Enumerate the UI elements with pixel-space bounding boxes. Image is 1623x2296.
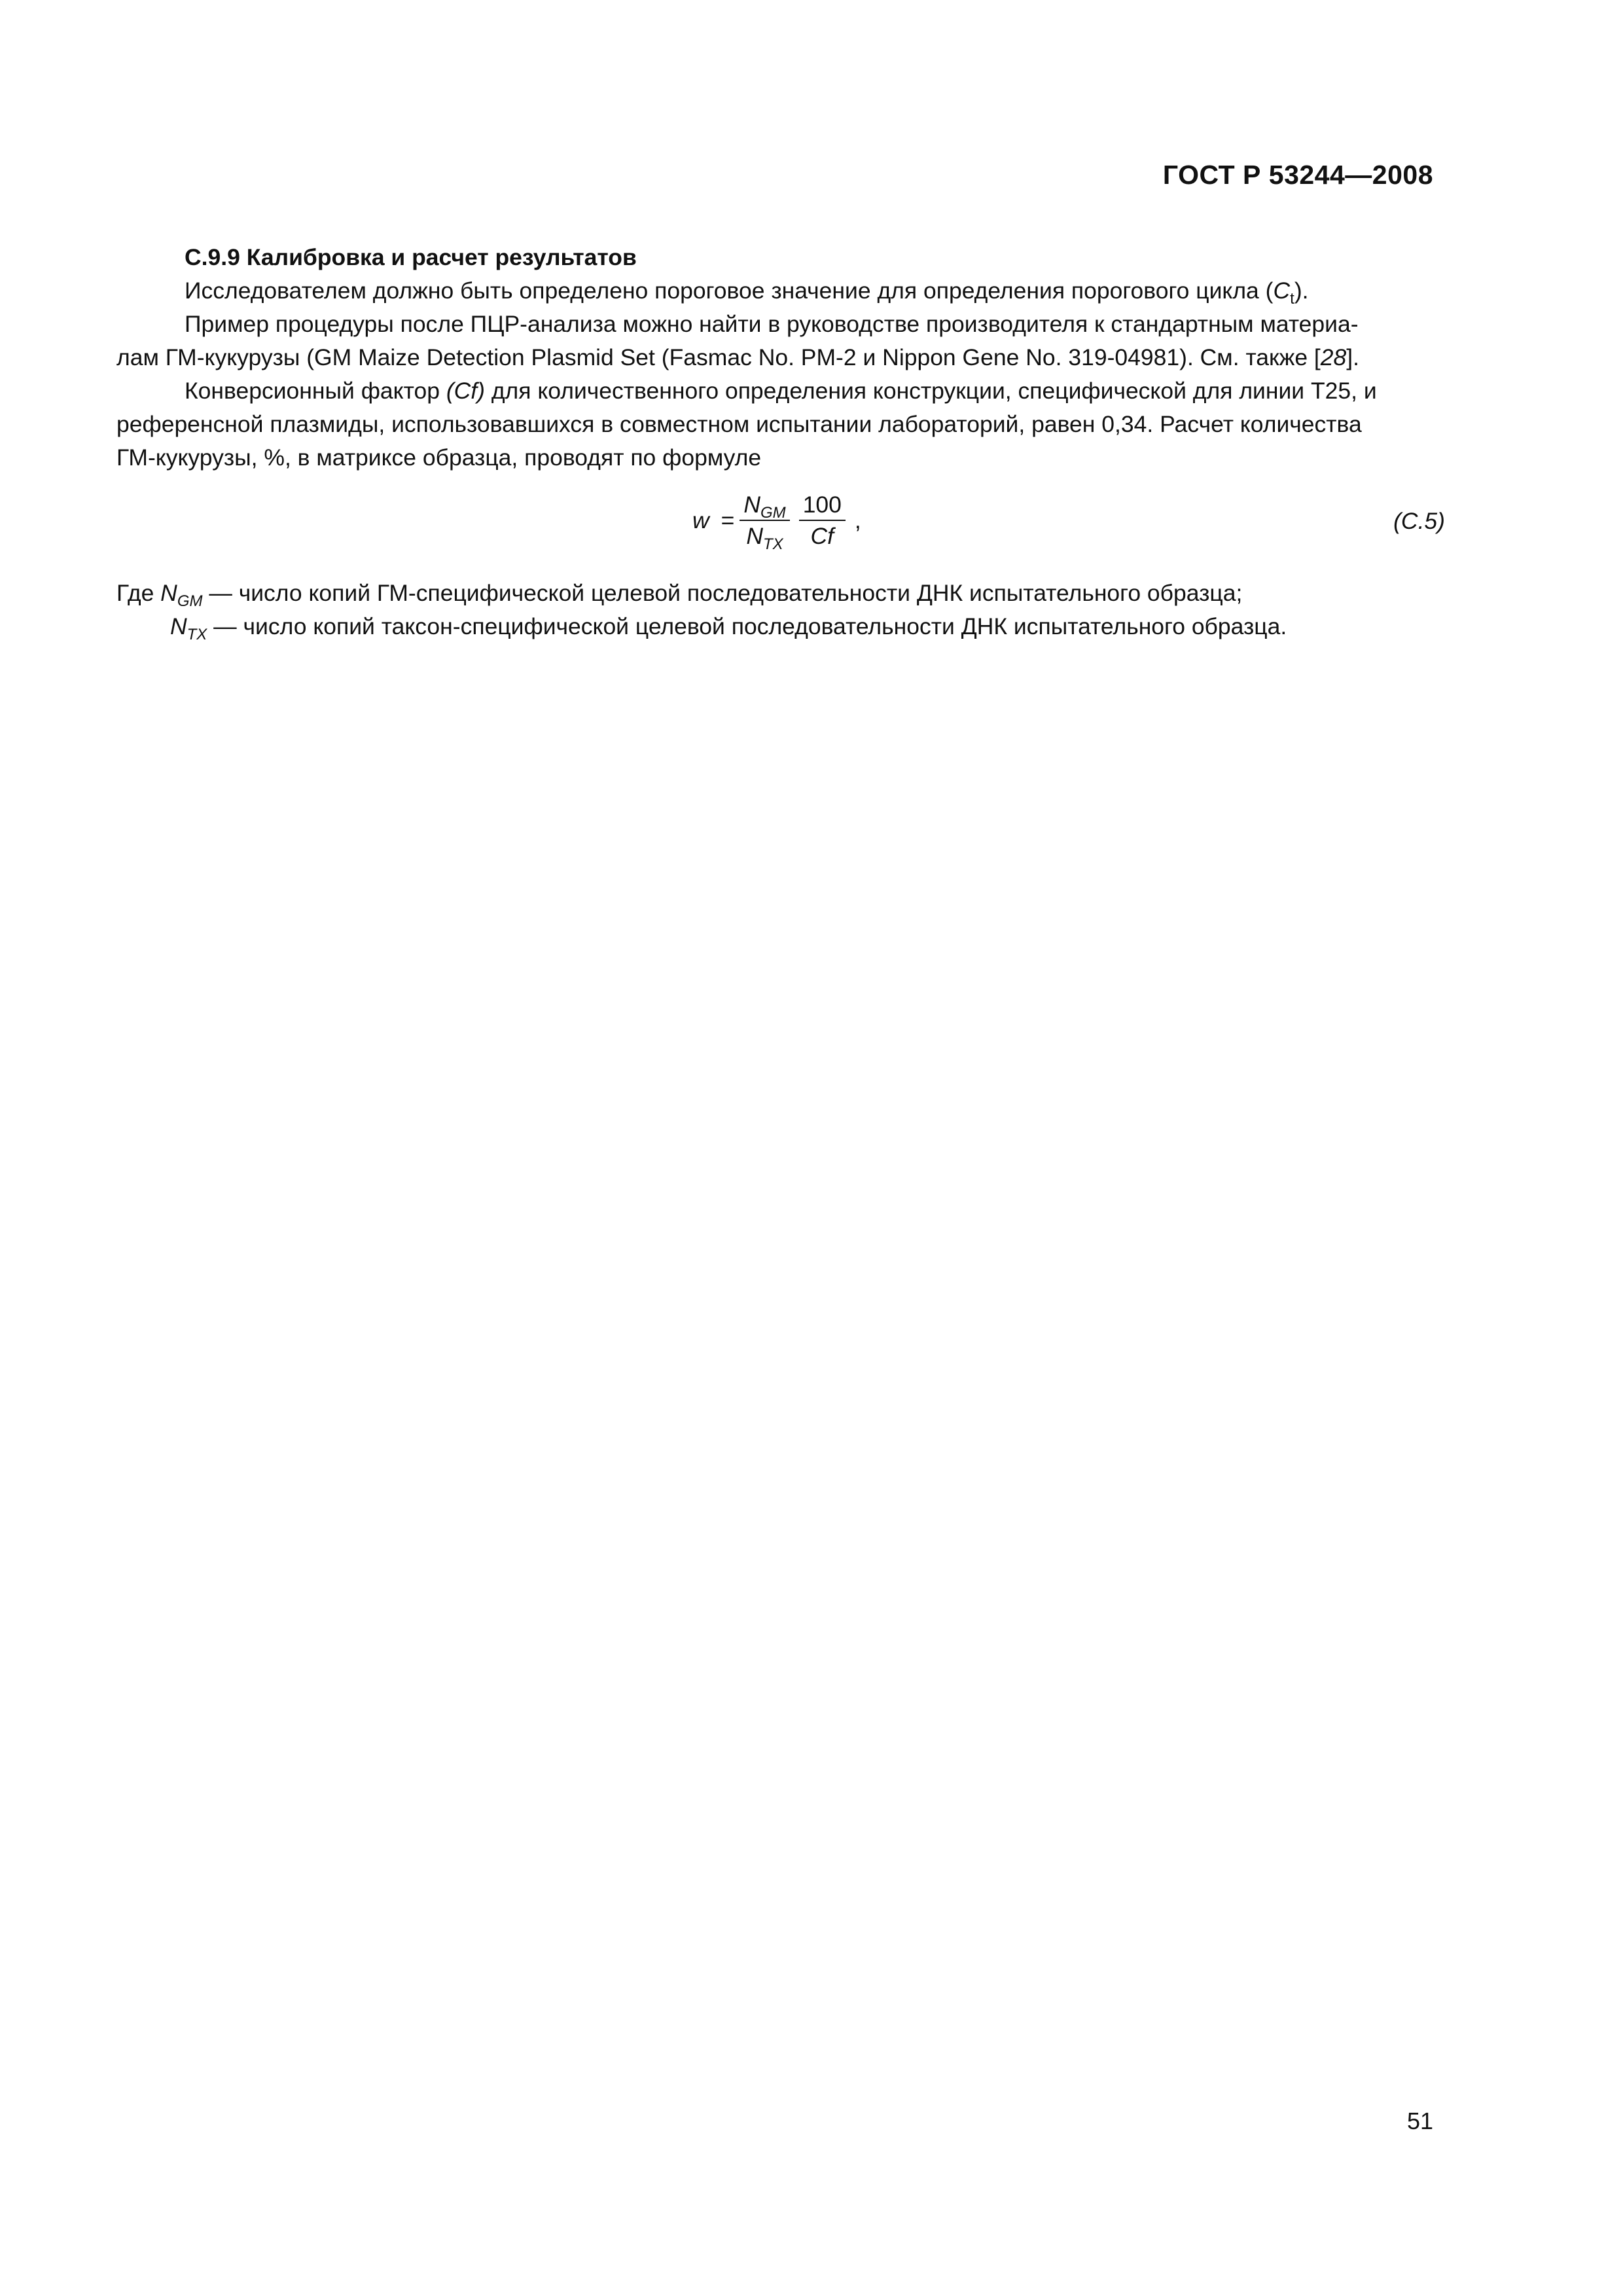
paragraph-procedure-end: ]. (1346, 344, 1360, 370)
reference-link[interactable]: 28 (1320, 344, 1347, 370)
document-standard-id: ГОСТ Р 53244—2008 (1162, 160, 1433, 190)
formula-equals: = (721, 507, 735, 533)
paragraph-threshold (116, 274, 1445, 308)
paragraph-conversion-line3: ГМ-кукурузы, %, в матриксе образца, проводят по формуле (116, 444, 762, 471)
where-item-ntx (116, 610, 1445, 643)
fraction-denominator-ntx (742, 521, 787, 551)
page-number: 51 (1406, 2108, 1433, 2134)
ngm-subscript: GM (760, 504, 786, 522)
paragraph-conversion-line1-rest: для количественного определения конструкции, специфической для линии T25, и (484, 378, 1377, 404)
formula-lhs: w (692, 507, 709, 533)
fraction-numerator-100: 100 (802, 492, 842, 518)
ntx-subscript: TX (763, 535, 783, 553)
where-intro: Где (116, 580, 161, 606)
paragraph-conversion-factor (116, 374, 1445, 408)
ngm-symbol: N (743, 492, 761, 518)
paragraph-procedure-line2 (116, 341, 1445, 374)
formula (692, 481, 861, 560)
where-ntx-description: — число копий таксон-специфической целевой последовательности ДНК испытательного образца. (207, 613, 1287, 639)
fraction-denominator-cf: Cf (810, 523, 834, 549)
paragraph-procedure (116, 308, 1445, 341)
conversion-factor-symbol: (Cf) (446, 378, 485, 404)
paragraph-conversion-start: Конверсионный фактор (185, 378, 446, 404)
formula-row (116, 481, 1445, 560)
formula-fraction-factor (799, 490, 846, 551)
where-ngm-symbol: N (160, 580, 177, 606)
formula-comma: , (854, 507, 861, 533)
paragraph-procedure-line1: Пример процедуры после ПЦР-анализа можно найти в руководстве производителя к стандартным материа- (185, 311, 1359, 337)
paragraph-threshold-end: ). (1294, 278, 1309, 304)
section-heading: C.9.9 Калибровка и расчет результатов (185, 244, 637, 270)
where-ntx-symbol: N (170, 613, 187, 639)
ntx-symbol: N (746, 523, 764, 549)
document-body (116, 241, 1445, 643)
fraction-numerator-ngm (740, 490, 789, 520)
where-ngm-description: — число копий ГМ-специфической целевой последовательности ДНК испытательного образца; (202, 580, 1243, 606)
paragraph-conversion-line2: референсной плазмиды, использовавшихся в совместном испытании лабораторий, равен 0,34. Расчет количества (116, 411, 1362, 437)
where-ntx-subscript: TX (187, 626, 207, 643)
where-item-ngm (116, 577, 1445, 610)
where-ngm-subscript: GM (177, 592, 203, 610)
formula-fraction-copies (740, 490, 789, 551)
paragraph-procedure-line2-text: лам ГМ-кукурузы (GM Maize Detection Plasmid Set (Fasmac No. PM-2 и Nippon Gene No. 319-04981). См. также [ (116, 344, 1321, 370)
paragraph-threshold-text: Исследователем должно быть определено пороговое значение для определения порогового цикла ( (185, 278, 1274, 304)
threshold-cycle-subscript: t (1290, 290, 1294, 308)
formula-number: (C.5) (1393, 508, 1445, 534)
threshold-cycle-symbol: C (1273, 278, 1291, 304)
